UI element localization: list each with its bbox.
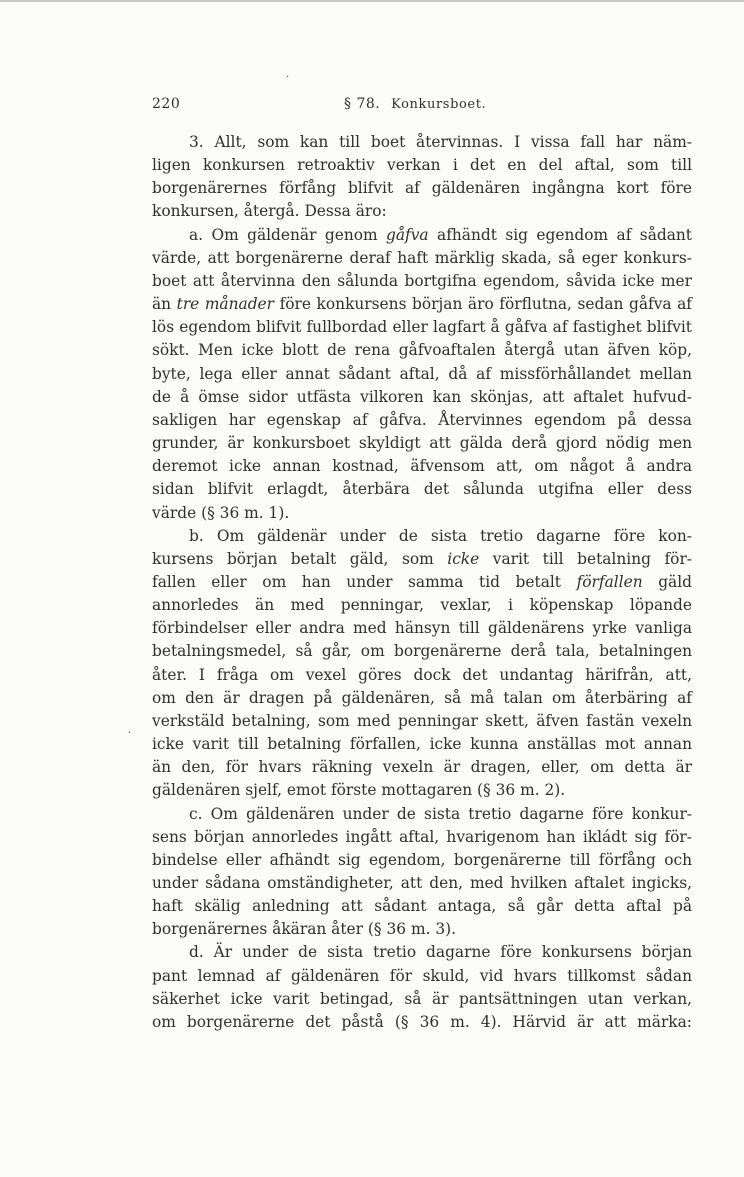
text-line: b. Om gäldenär under de sista tretio dagarne före kon- <box>189 526 692 545</box>
speck-mark: · <box>286 72 290 83</box>
running-header <box>152 96 692 116</box>
text-line: sidan blifvit erlagdt, återbära det sålunda utgifna eller dess <box>152 480 692 499</box>
text-line: ligen konkursen retroaktiv verkan i det en del aftal, som till <box>152 156 692 175</box>
text-line: c. Om gäldenären under de sista tretio dagarne före konkur- <box>189 804 692 823</box>
emphasis-text: förfallen <box>576 572 643 591</box>
text-line: de å ömse sidor utfästa vilkoren kan skönjas, att aftalet hufvud- <box>152 387 692 406</box>
text-line: icke varit till betalning förfallen, icke kunna anställas mot annan <box>152 735 692 754</box>
text-line: lös egendom blifvit fullbordad eller lagfart å gåfva af fastighet blifvit <box>152 318 692 337</box>
chapter-title: Konkursboet. <box>391 97 487 112</box>
text-line: under sådana omständigheter, att den, med hvilken aftalet ingicks, <box>152 874 692 892</box>
text-line: 3. Allt, som kan till boet återvinnas. I vissa fall har näm- <box>189 133 692 151</box>
text-line: värde (§ 36 m. 1). <box>152 503 290 522</box>
text-line: värde, att borgenärerne deraf haft märklig skada, så eger konkurs- <box>152 248 692 267</box>
emphasis-text: gåfva <box>386 225 429 244</box>
text-line: gäldenären sjelf, emot förste mottagaren (§ 36 m. 2). <box>152 781 566 800</box>
page-number: 220 <box>152 96 181 112</box>
text-line: borgenärernes åkäran åter (§ 36 m. 3). <box>152 920 457 939</box>
text-line: boet att återvinna den sålunda bortgifna egendom, såvida icke mer <box>152 271 692 290</box>
text-line: åter. I fråga om vexel göres dock det undantag härifrån, att, <box>152 665 692 684</box>
paragraph-b <box>152 525 692 803</box>
section-number: § 78. <box>344 96 381 112</box>
text-line: betalningsmedel, så går, om borgenärerne derå tala, betalningen <box>152 642 692 661</box>
text-line: d. Är under de sista tretio dagarne före konkursens början <box>189 943 692 962</box>
text-line: pant lemnad af gäldenären för skuld, vid hvars tillkomst sådan <box>152 966 692 985</box>
text-line: haft skälig anledning att sådant antaga, så går detta aftal på <box>152 897 692 916</box>
page-body <box>152 131 692 1034</box>
running-title <box>344 96 486 112</box>
emphasis-text: tre månader <box>176 295 275 314</box>
paragraph-a <box>152 224 692 525</box>
text-line: om den är dragen på gäldenären, så må talan om återbäring af <box>152 688 692 707</box>
text-line: annorledes än med penningar, vexlar, i köpenskap löpande <box>152 596 692 615</box>
text-line: grunder, är konkursboet skyldigt att gälda derå gjord nödig men <box>152 434 692 453</box>
text-line: konkursen, återgå. Dessa äro: <box>152 202 387 221</box>
paragraph-d <box>152 941 692 1034</box>
text-line: förbindelser eller andra med hänsyn till gäldenärens yrke vanliga <box>152 619 692 638</box>
text-line: än tre månader före konkursens början äro förflutna, sedan gåfva af <box>152 295 692 314</box>
text-line: kursens början betalt gäld, som icke varit till betalning för- <box>152 549 693 568</box>
text-line: fallen eller om han under samma tid betalt förfallen gäld <box>152 572 692 591</box>
text-line: säkerhet icke varit betingad, så är pantsättningen utan verkan, <box>152 989 692 1008</box>
page-top-edge <box>0 0 744 2</box>
text-line: byte, lega eller annat sådant aftal, då af missförhållandet mellan <box>152 364 692 383</box>
text-line: sens början annorledes ingått aftal, hvarigenom han ikládt sig för- <box>152 827 692 846</box>
paragraph-c <box>152 803 692 942</box>
text-line: verkstäld betalning, som med penningar skett, äfven fastän vexeln <box>152 711 692 730</box>
margin-mark: · <box>128 728 132 739</box>
text-line: bindelse eller afhändt sig egendom, borgenärerne till förfång och <box>152 850 692 869</box>
text-line: borgenärernes förfång blifvit af gäldenären ingångna kort före <box>152 179 692 198</box>
text-line: än den, för hvars räkning vexeln är dragen, eller, om detta är <box>152 758 692 777</box>
text-line: deremot icke annan kostnad, äfvensom att, om något å andra <box>152 457 692 476</box>
emphasis-text: icke <box>447 549 480 568</box>
paragraph-3 <box>152 131 692 224</box>
text-line: sökt. Men icke blott de rena gåfvoaftalen återgå utan äfven köp, <box>152 341 692 360</box>
text-line: a. Om gäldenär genom gåfva afhändt sig egendom af sådant <box>189 225 692 244</box>
text-line: sakligen har egenskap af gåfva. Återvinnes egendom på dessa <box>152 410 692 429</box>
text-line: om borgenärerne det påstå (§ 36 m. 4). Härvid är att märka: <box>152 1012 692 1031</box>
